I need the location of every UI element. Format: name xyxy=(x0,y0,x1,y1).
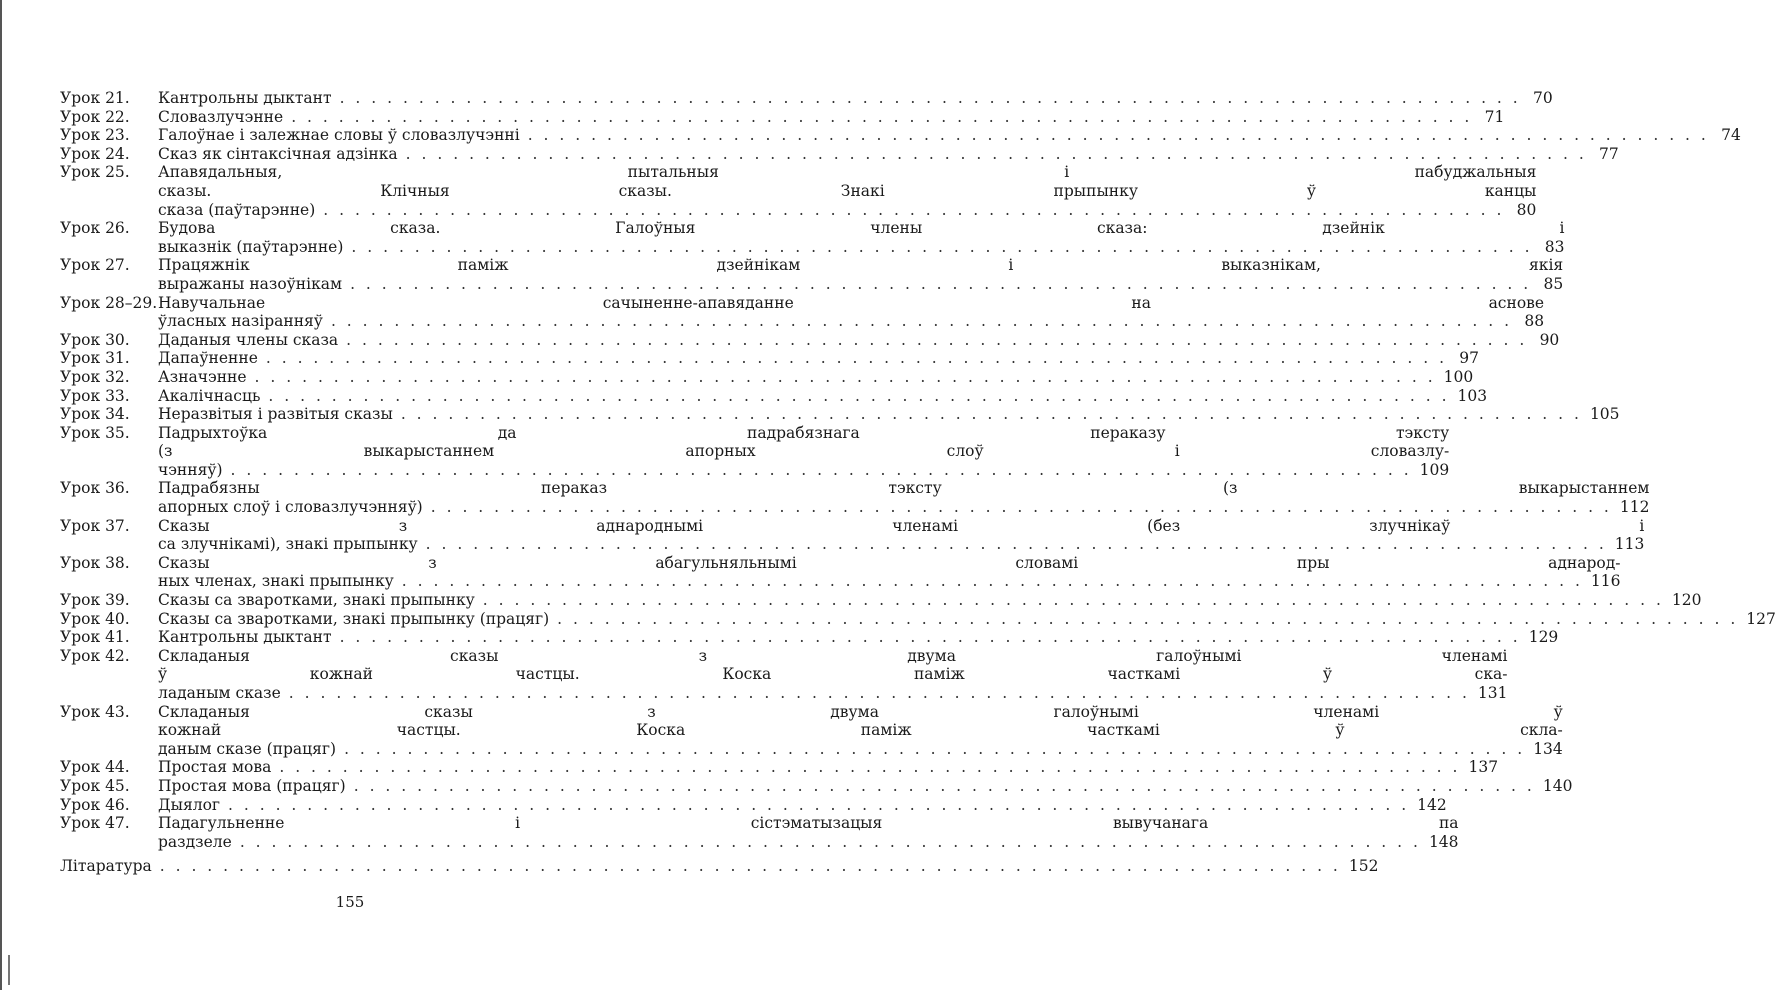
toc-entry[interactable] xyxy=(60,795,1447,815)
lesson-label: Урок 35. xyxy=(60,423,130,442)
title-last-line xyxy=(158,461,1449,480)
entry-title xyxy=(158,628,1558,647)
toc-entry-literature[interactable] xyxy=(60,857,1379,876)
lesson-label: Урок 46. xyxy=(60,795,130,814)
lesson-label: Урок 24. xyxy=(60,144,130,163)
lesson-label: Урок 47. xyxy=(60,814,130,833)
entry-title xyxy=(158,387,1487,406)
toc-entry[interactable] xyxy=(60,646,1508,703)
entry-title xyxy=(158,703,1563,759)
entry-title xyxy=(158,294,1544,331)
entry-title xyxy=(158,591,1702,610)
title-text: Словазлучэнне xyxy=(158,107,284,126)
dot-leader xyxy=(220,796,1417,815)
dot-leader xyxy=(152,857,1349,876)
page-ref: 97 xyxy=(1459,349,1479,368)
dot-leader xyxy=(336,740,1533,759)
dot-leader xyxy=(283,108,1480,127)
lesson-label: Урок 27. xyxy=(60,256,130,275)
page-edge-line xyxy=(0,0,2,990)
title-line: Будова сказа. Галоўныя члены сказа: дзейнік і xyxy=(158,219,1565,238)
dot-leader xyxy=(232,833,1429,852)
title-text: Сказ як сінтаксічная адзінка xyxy=(158,144,398,163)
lesson-label: Урок 34. xyxy=(60,405,130,424)
entry-title xyxy=(158,145,1619,164)
page-ref: 109 xyxy=(1419,460,1450,479)
lesson-label: Урок 42. xyxy=(60,646,130,665)
title-last-line xyxy=(158,796,1447,815)
title-text: выказнік (паўтарэнне) xyxy=(158,237,344,256)
title-last-line xyxy=(158,740,1563,759)
page-ref: 74 xyxy=(1721,126,1741,145)
entry-title xyxy=(158,163,1536,219)
entry-title xyxy=(158,554,1620,591)
dot-leader xyxy=(315,201,1512,220)
entry-title xyxy=(158,126,1741,145)
toc-entry[interactable] xyxy=(60,423,1450,480)
lesson-label: Урок 31. xyxy=(60,349,130,368)
title-last-line xyxy=(158,275,1563,294)
page-ref: 140 xyxy=(1542,776,1573,795)
toc-entry[interactable] xyxy=(60,479,1650,517)
title-text: даным сказе (працяг) xyxy=(158,739,337,758)
page-ref: 100 xyxy=(1443,367,1474,386)
title-last-line xyxy=(158,535,1644,554)
lesson-label: Урок 30. xyxy=(60,330,130,349)
title-line: Сказы з абагульняльнымі словамі пры аднарод- xyxy=(158,553,1621,572)
lesson-label: Урок 22. xyxy=(60,107,130,126)
title-last-line xyxy=(158,312,1544,331)
entry-title xyxy=(158,424,1449,480)
dot-leader xyxy=(549,610,1746,629)
title-text: Дапаўненне xyxy=(158,349,258,368)
lesson-label: Урок 23. xyxy=(60,126,130,145)
toc-entry[interactable] xyxy=(60,405,1620,424)
title-last-line xyxy=(158,572,1620,591)
entry-title xyxy=(158,256,1563,293)
literature-label: Літаратура xyxy=(60,857,152,876)
dot-leader xyxy=(260,387,1457,406)
toc-entry[interactable] xyxy=(60,367,1474,387)
title-last-line xyxy=(158,145,1619,164)
title-text: Кантрольны дыктант xyxy=(158,628,332,647)
title-text: сказа (паўтарэнне) xyxy=(158,200,316,219)
page-ref: 129 xyxy=(1528,628,1559,647)
title-text: Сказы са зваротками, знакі прыпынку (працяг) xyxy=(158,609,550,628)
title-text: са злучнікамі), знакі прыпынку xyxy=(158,535,418,554)
title-last-line xyxy=(158,349,1479,368)
title-text: Дыялог xyxy=(158,795,221,814)
title-text: ных членах, знакі прыпынку xyxy=(158,572,394,591)
page-ref: 71 xyxy=(1484,107,1505,126)
toc-entry[interactable] xyxy=(60,776,1573,796)
page-ref: 83 xyxy=(1544,237,1565,256)
entry-title xyxy=(158,405,1620,424)
dot-leader xyxy=(393,405,1590,424)
title-text: Неразвітыя і развітыя сказы xyxy=(158,405,393,424)
page-ref: 90 xyxy=(1539,330,1560,349)
lesson-label: Урок 37. xyxy=(60,516,130,535)
title-line: Складаныя сказы з двума галоўнымі членамі ў xyxy=(158,702,1563,721)
toc-entry[interactable] xyxy=(60,591,1702,610)
title-last-line xyxy=(158,610,1776,629)
title-text: Галоўнае і залежнае словы ў словазлучэнні xyxy=(158,126,520,145)
title-text: Простая мова (працяг) xyxy=(158,776,346,795)
title-text: Простая мова xyxy=(158,758,272,777)
lesson-label: Урок 45. xyxy=(60,776,130,795)
title-last-line xyxy=(158,368,1473,387)
toc-entry[interactable] xyxy=(60,609,1776,629)
title-text: Сказы са зваротками, знакі прыпынку xyxy=(158,591,475,610)
dot-leader xyxy=(338,331,1535,350)
entry-title xyxy=(158,610,1776,629)
page-number: 155 xyxy=(335,893,365,911)
toc-entry[interactable] xyxy=(60,516,1645,554)
title-text: Азначэнне xyxy=(158,367,247,386)
lesson-label: Урок 39. xyxy=(60,591,130,610)
entry-title xyxy=(158,796,1447,815)
page-ref: 88 xyxy=(1524,312,1545,331)
page-ref: 131 xyxy=(1477,684,1508,702)
title-text: Даданыя члены сказа xyxy=(158,330,339,349)
toc-entry[interactable] xyxy=(60,293,1545,331)
dot-leader xyxy=(475,591,1672,610)
lesson-label: Урок 40. xyxy=(60,609,130,628)
dot-leader xyxy=(343,238,1540,257)
entry-title xyxy=(158,89,1553,108)
lesson-label: Урок 38. xyxy=(60,553,130,572)
toc-entry[interactable] xyxy=(60,144,1619,164)
page-ref: 142 xyxy=(1417,795,1447,814)
page-ref: 77 xyxy=(1599,144,1619,163)
toc-entry[interactable] xyxy=(60,349,1479,368)
lesson-label: Урок 32. xyxy=(60,367,130,386)
dot-leader xyxy=(281,684,1478,703)
lesson-label: Урок 36. xyxy=(60,479,130,498)
title-line: кожнай частцы. Коска паміж часткамі ў скла- xyxy=(158,721,1563,740)
lesson-label: Урок 44. xyxy=(60,758,130,777)
dot-leader xyxy=(271,758,1468,777)
page-ref: 116 xyxy=(1590,572,1621,591)
toc-entry[interactable] xyxy=(60,814,1459,851)
title-text: Кантрольны дыктант xyxy=(158,89,332,107)
page-edge-mark xyxy=(8,955,10,985)
toc-entry[interactable] xyxy=(60,126,1741,145)
toc-entry[interactable] xyxy=(60,107,1505,127)
title-text: раздзеле xyxy=(158,832,232,851)
page-ref: 70 xyxy=(1532,89,1553,107)
title-line: Сказы з аднароднымі членамі (без злучнікаў і xyxy=(158,516,1645,535)
title-last-line xyxy=(158,387,1487,406)
toc-entry[interactable] xyxy=(60,330,1560,350)
table-of-contents xyxy=(60,89,1776,876)
lesson-label: Урок 26. xyxy=(60,219,130,238)
lesson-label: Урок 21. xyxy=(60,89,130,107)
title-last-line xyxy=(158,201,1536,220)
title-last-line xyxy=(158,331,1559,350)
page-ref: 137 xyxy=(1468,758,1499,777)
title-last-line xyxy=(158,108,1504,127)
page-ref: 112 xyxy=(1619,498,1650,517)
toc-entry[interactable] xyxy=(60,256,1564,293)
toc-entry[interactable] xyxy=(60,628,1559,647)
dot-leader xyxy=(258,349,1455,368)
entry-title xyxy=(158,758,1498,777)
title-line: Падагульненне і сістэматызацыя вывучанага па xyxy=(158,814,1459,833)
dot-leader xyxy=(394,572,1591,591)
dot-leader xyxy=(247,368,1444,387)
lesson-label: Урок 43. xyxy=(60,702,130,721)
title-last-line xyxy=(158,777,1572,796)
dot-leader xyxy=(423,498,1620,517)
page-ref: 134 xyxy=(1533,739,1563,758)
toc-entry[interactable] xyxy=(60,553,1621,591)
toc-entry[interactable] xyxy=(60,89,1553,108)
title-text: ўласных назіранняў xyxy=(158,312,323,331)
title-text: выражаны назоўнікам xyxy=(158,274,343,293)
dot-leader xyxy=(418,535,1615,554)
title-last-line xyxy=(158,684,1507,703)
page-ref: 105 xyxy=(1589,405,1620,424)
page-ref: 103 xyxy=(1457,386,1488,405)
title-text: апорных слоў і словазлучэнняў) xyxy=(158,498,423,517)
entry-title xyxy=(158,219,1565,256)
entry-title xyxy=(158,349,1479,368)
title-line: Складаныя сказы з двума галоўнымі членамі xyxy=(158,646,1508,665)
dot-leader xyxy=(398,145,1595,164)
toc-entry[interactable] xyxy=(60,163,1537,219)
title-last-line xyxy=(158,591,1702,610)
page-ref: 113 xyxy=(1614,535,1645,554)
title-line: Апавядальныя, пытальныя і пабуджальныя xyxy=(158,163,1537,182)
entry-title xyxy=(158,368,1473,387)
entry-title xyxy=(158,108,1504,127)
dot-leader xyxy=(323,312,1520,331)
entry-title xyxy=(158,517,1644,554)
title-line: Навучальнае сачыненне-апавяданне на аснове xyxy=(158,293,1545,312)
title-last-line xyxy=(158,498,1649,517)
title-text: Акалічнасць xyxy=(158,386,261,405)
dot-leader xyxy=(223,461,1420,480)
title-text: чэнняў) xyxy=(158,460,223,479)
title-line: (з выкарыстаннем апорных слоў і словазлу- xyxy=(158,442,1450,461)
title-line: сказы. Клічныя сказы. Знакі прыпынку ў канцы xyxy=(158,181,1537,200)
dot-leader xyxy=(520,126,1717,145)
page-ref: 148 xyxy=(1428,832,1459,851)
title-line: Падрыхтоўка да падрабязнага пераказу тэксту xyxy=(158,423,1450,442)
title-line: Працяжнік паміж дзейнікам і выказнікам, якія xyxy=(158,256,1564,275)
title-last-line xyxy=(158,405,1620,424)
title-line: ў кожнай частцы. Коска паміж часткамі ў ска- xyxy=(158,665,1508,684)
title-last-line xyxy=(158,89,1553,108)
entry-title xyxy=(158,777,1572,796)
title-last-line xyxy=(158,833,1459,852)
lesson-label: Урок 28–29. xyxy=(60,293,158,312)
toc-entry[interactable] xyxy=(60,758,1499,777)
page-ref: 152 xyxy=(1348,857,1379,876)
page-ref: 120 xyxy=(1671,591,1702,610)
entry-title xyxy=(158,647,1507,703)
toc-entry[interactable] xyxy=(60,702,1563,759)
dot-leader xyxy=(332,628,1529,647)
title-last-line xyxy=(158,758,1498,777)
toc-entry[interactable] xyxy=(60,386,1488,406)
page-ref: 127 xyxy=(1746,609,1776,628)
title-last-line xyxy=(158,238,1565,257)
entry-title xyxy=(158,814,1459,851)
page-ref: 80 xyxy=(1516,200,1537,219)
entry-title xyxy=(158,331,1559,350)
lesson-label: Урок 25. xyxy=(60,163,130,182)
entry-title xyxy=(158,479,1649,516)
title-line: Падрабязны пераказ тэксту (з выкарыстаннем xyxy=(158,479,1650,498)
dot-leader xyxy=(332,89,1529,108)
toc-entry[interactable] xyxy=(60,219,1565,256)
lesson-label: Урок 33. xyxy=(60,386,130,405)
title-text: ладаным сказе xyxy=(158,684,281,702)
title-last-line xyxy=(158,126,1741,145)
dot-leader xyxy=(346,777,1543,796)
lesson-label: Урок 41. xyxy=(60,628,130,647)
dot-leader xyxy=(342,275,1539,294)
title-last-line xyxy=(158,628,1558,647)
page-ref: 85 xyxy=(1543,274,1564,293)
